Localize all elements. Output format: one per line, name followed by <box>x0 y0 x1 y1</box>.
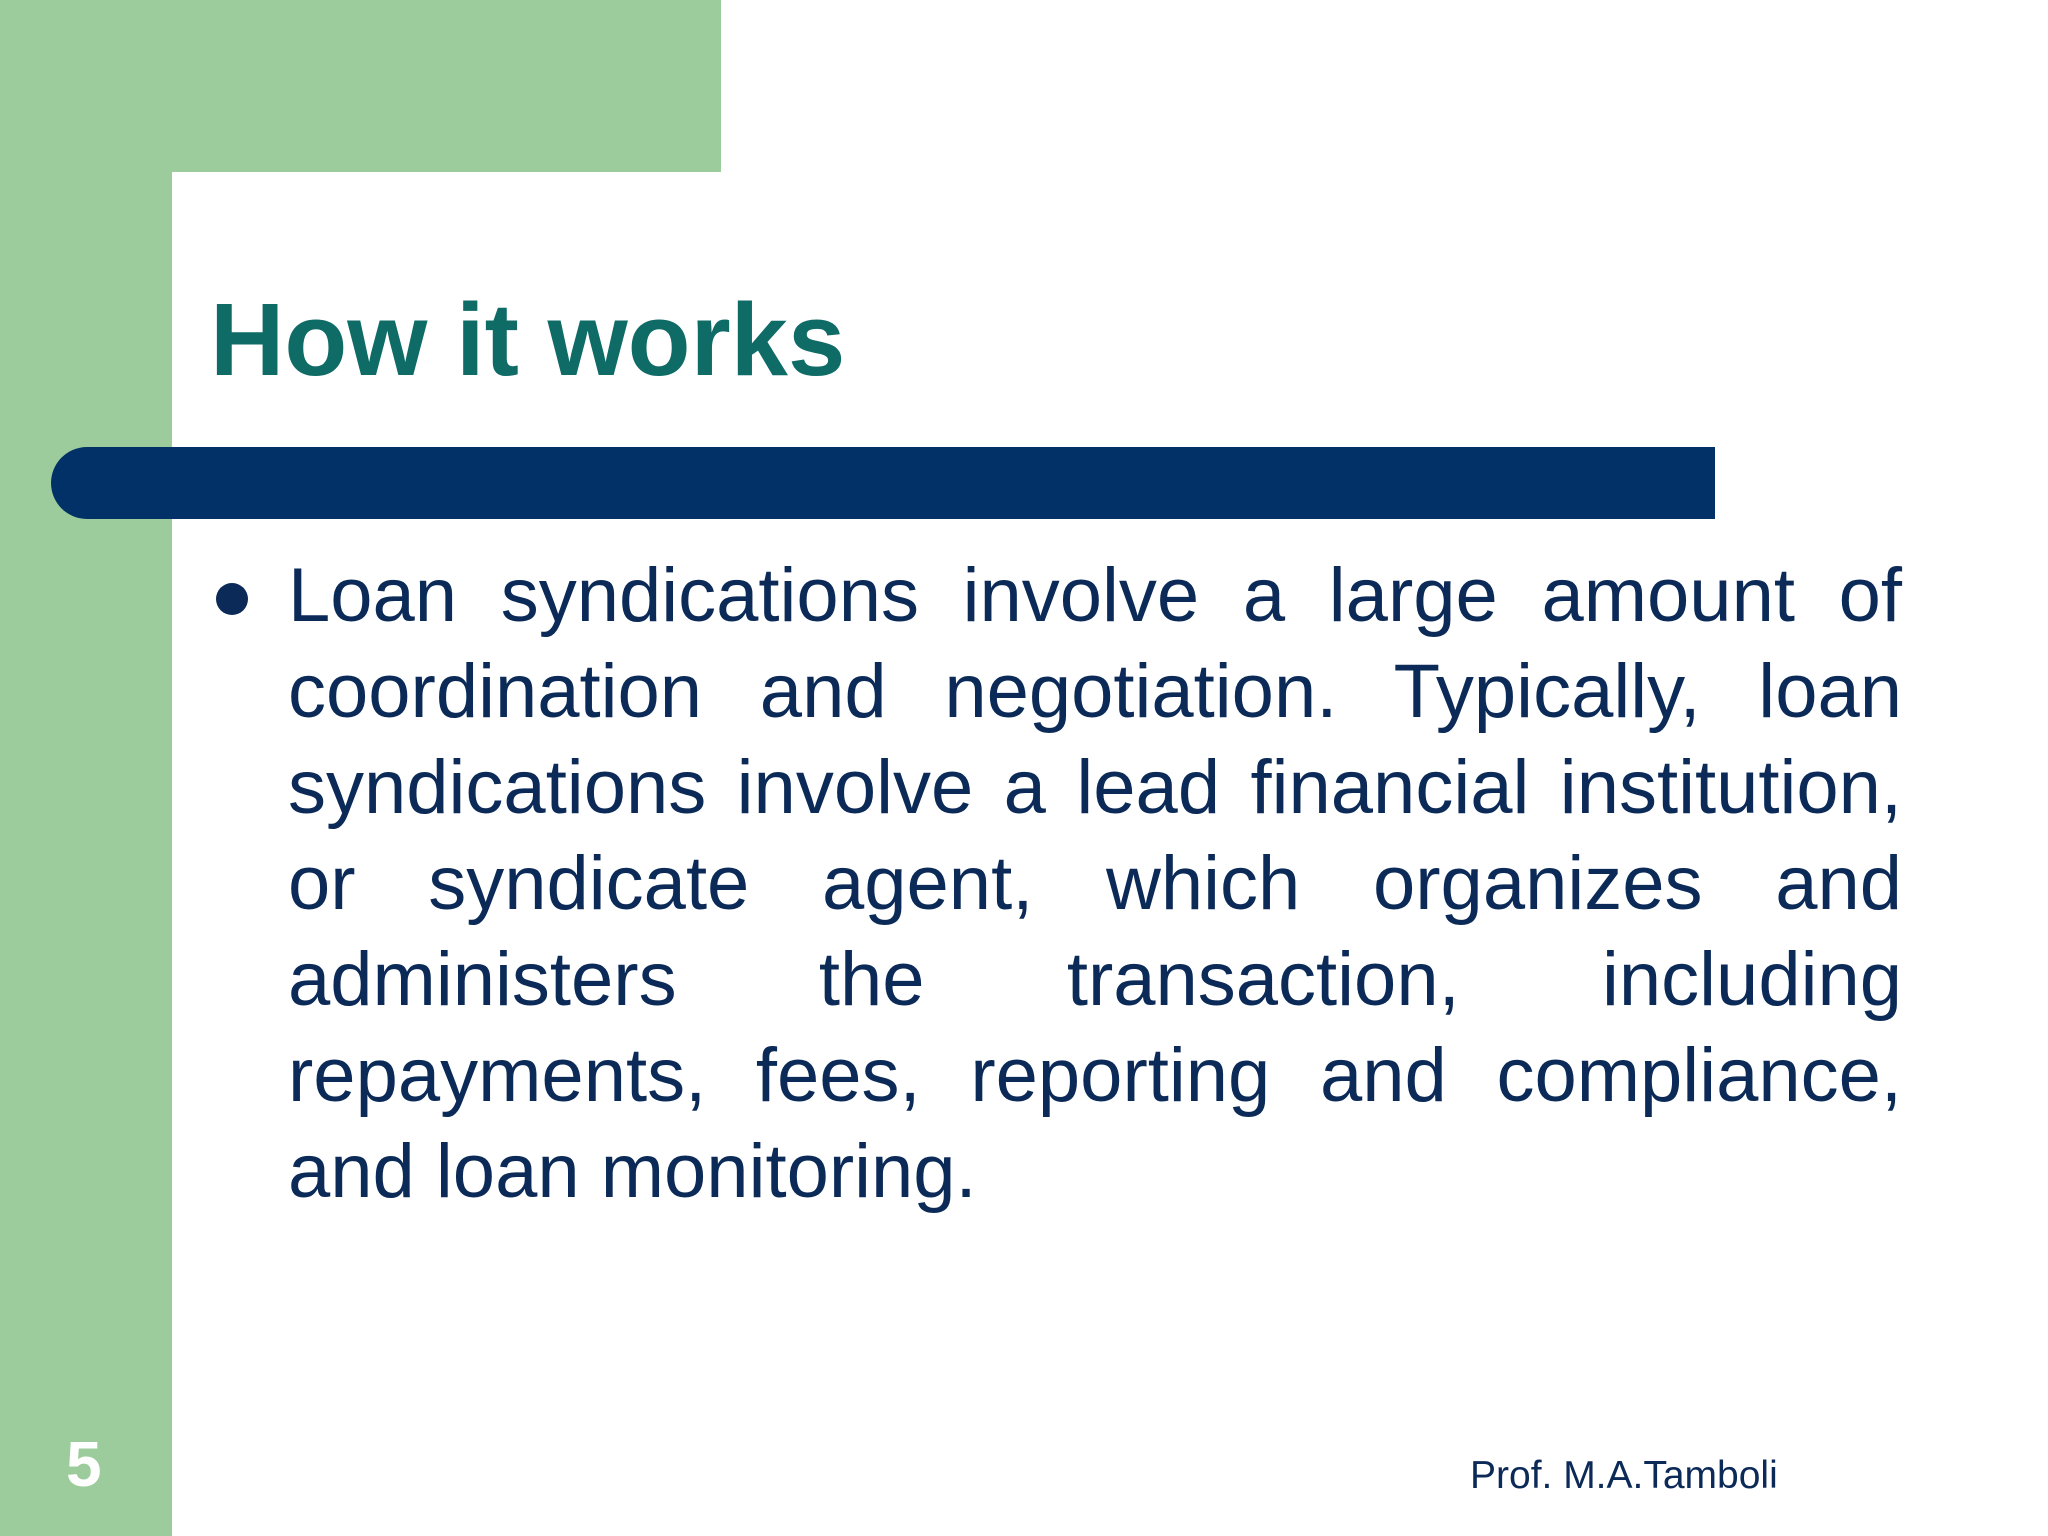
bullet-text: Loan syndications involve a large amount of coordination and negotiation. Typically, loan syndications involve a lead financial institution, or syndicate agent, which organizes and administers the transaction, including repayments, fees, reporting and compliance, and loan monitoring. <box>288 553 1902 1214</box>
accent-left-band <box>0 0 172 1536</box>
footer-author: Prof. M.A.Tamboli <box>1470 1454 1778 1497</box>
slide-title: How it works <box>210 282 846 397</box>
slide-number: 5 <box>66 1428 102 1500</box>
title-underline-bar <box>51 447 1715 519</box>
bullet-icon <box>216 583 248 615</box>
